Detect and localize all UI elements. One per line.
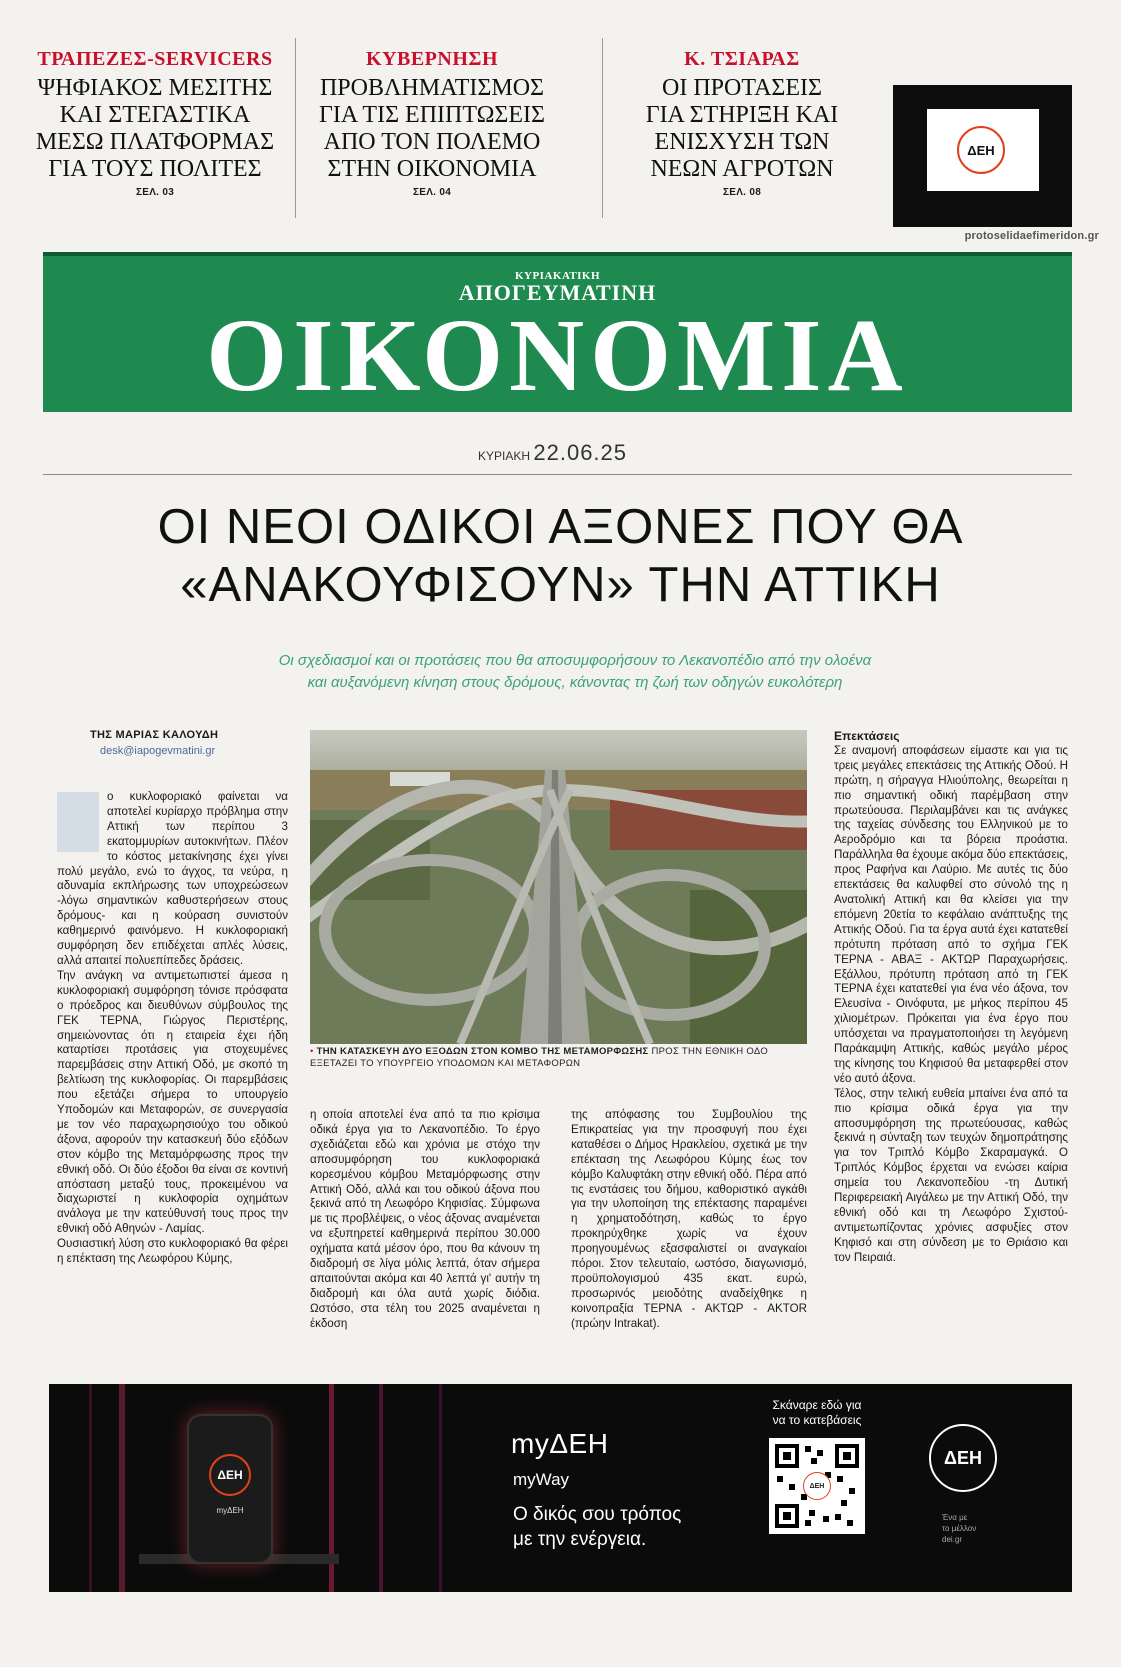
teaser-kicker: ΚΥΒΕΡΝΗΣΗ bbox=[365, 48, 499, 70]
highway-interchange-photo bbox=[310, 730, 807, 1044]
caption-bullet-icon: • bbox=[310, 1046, 314, 1057]
qr-code-icon[interactable] bbox=[769, 1438, 865, 1534]
teaser-kicker: ΤΡΑΠΕΖΕΣ-SERVICERS bbox=[37, 48, 273, 70]
divider bbox=[43, 474, 1072, 475]
paragraph: ο κυκλοφοριακό φαίνεται να αποτελεί κυρίαρχο πρόβλημα στην Αττική των περίπου 3 εκατομμυρίων αυτοκινήτων. Πλέον το κόστος μετακίνησης έχει γίνει πολύ μεγάλο, ενώ το άγχος, τα νεύρα, η αδυναμία εκπλήρωσης των υποχρεώσεων -λόγω σημαντικών καθυστερήσεων στους δρόμους- και η κούραση συνιστούν καθημερινό φαινόμενο. Η κυκλοφοριακή συμφόρηση δεν επιδέχεται απλές λύσεις, αλλά απαιτεί πολυεπίπεδες δράσεις. bbox=[57, 790, 288, 967]
dei-logo-icon: ΔΕΗ bbox=[957, 126, 1005, 174]
divider bbox=[602, 38, 603, 218]
caption-rest: ΠΡΟΣ ΤΗΝ ΕΘΝΙΚΗ ΟΔΟ ΕΞΕΤΑΖΕΙ ΤΟ ΥΠΟΥΡΓΕΙΟ ΥΠΟΔΟΜΩΝ ΚΑΙ ΜΕΤΑΦΟΡΩΝ bbox=[310, 1046, 769, 1069]
photo-caption bbox=[310, 1046, 807, 1070]
drop-cap-icon bbox=[57, 792, 99, 852]
teaser-page: ΣΕΛ. 03 bbox=[135, 187, 175, 198]
paragraph: η οποία αποτελεί ένα από τα πιο κρίσιμα οδικά έργα για το Λεκανοπέδιο. Το έργο σχεδιάζεται εδώ και χρόνια με στόχο την αποσυμφόρηση του κυκλοφοριακά κορεσμένου κόμβου Μεταμόρφωσης στην Αττική Οδό, αλλά και του οδικού άξονα που ξεκινά από τη Λεωφόρο Κηφισίας. Σύμφωνα με τις προβλέψεις, ο νέος άξονας αναμένεται να εξυπηρετεί καθημερινά περίπου 30.000 οχήματα κατά μέσον όρο, που θα κάνουν τη διαδρομή σε λίγα μόλις λεπτά, όταν σήμερα απαιτούνται ακόμα και 40 λεπτά γι' αυτήν τη διαδρομή και όλα αυτά χωρίς διόδια. Ωστόσο, στα τέλη του 2025 αναμένεται η έκδοση bbox=[310, 1108, 540, 1330]
date-day: ΚΥΡΙΑΚΗ bbox=[478, 449, 531, 463]
ad-subtitle: myWay bbox=[513, 1470, 570, 1489]
teaser-page: ΣΕΛ. 04 bbox=[412, 187, 452, 198]
divider bbox=[295, 38, 296, 218]
teaser-farmers[interactable] bbox=[622, 48, 862, 198]
mydei-advertisement[interactable] bbox=[49, 1384, 1072, 1592]
paragraph: Ουσιαστική λύση στο κυκλοφοριακό θα φέρει η επέκταση της Λεωφόρου Κύμης, bbox=[57, 1237, 288, 1266]
article-column-4 bbox=[834, 729, 1068, 1266]
dei-logo-icon: ΔΕΗ bbox=[803, 1472, 831, 1500]
site-credit: protoselidaefimeridon.gr bbox=[964, 230, 1099, 242]
article-column-1 bbox=[57, 790, 288, 1267]
dateline bbox=[478, 440, 627, 466]
author-email[interactable]: desk@iapogevmatini.gr bbox=[100, 745, 216, 757]
teaser-kicker: Κ. ΤΣΙΑΡΑΣ bbox=[684, 48, 800, 70]
masthead-small: ΚΥΡΙΑΚΑΤΙΚΗ bbox=[514, 270, 601, 282]
masthead-title: ΟΙΚΟΝΟΜΙΑ bbox=[206, 298, 909, 413]
teaser-headline: ΟΙ ΠΡΟΤΑΣΕΙΣ ΓΙΑ ΣΤΗΡΙΞΗ ΚΑΙ ΕΝΙΣΧΥΣΗ ΤΩΝ ΝΕΩΝ ΑΓΡΟΤΩΝ bbox=[645, 75, 839, 182]
paragraph: Σε αναμονή αποφάσεων είμαστε και για τις τρεις μεγάλες επεκτάσεις της Αττικής Οδού. Η πρώτη, η σήραγγα Ηλιούπολης, θεωρείται η πιο σημαντική οδική παρέμβαση στην πρωτεύουσα. Περιλαμβάνει και τις ανάγκες της ταχείας σύνδεσης του Ελληνικού με το Αεροδρόμιο και τα βόρεια προάστια. Παράλληλα θα έχουμε ακόμα δύο επεκτάσεις, προς Ραφήνα και Λαύριο. Με αυτές τις δύο επεκτάσεις θα καλυφθεί στο σύνολό της η Ανατολική Αττική και θα κλείσει για την επόμενη 20ετία το κεφάλαιο ανάπτυξης της Αττικής Οδού. Για τα έργα αυτά έχει κατατεθεί πρότυπη πρόταση από το σχήμα ΓΕΚ ΤΕΡΝΑ - ΑΒΑΞ - ΑΚΤΩΡ Παραχωρήσεις. Εξάλλου, πρότυπη πρόταση από τη ΓΕΚ ΤΕΡΝΑ έχει κατατεθεί για ένα νέο άξονα, τον Ελευσίνα - Οινόφυτα, με μήκος περίπου 45 χιλιομέτρων. Πρόκειται για ένα έργο που υπόσχεται να πραγματοποιήσει τη λεγόμενη Παράκαμψη Αττικής, καθώς μεγάλο μέρος της κίνησης του Κηφισού θα μεταφερθεί στον νέο αυτό άξονα. bbox=[834, 743, 1068, 1085]
teaser-headline: ΨΗΦΙΑΚΟΣ ΜΕΣΙΤΗΣ ΚΑΙ ΣΤΕΓΑΣΤΙΚΑ ΜΕΣΩ ΠΛΑΤΦΟΡΜΑΣ ΓΙΑ ΤΟΥΣ ΠΟΛΙΤΕΣ bbox=[35, 75, 275, 182]
teaser-government[interactable] bbox=[312, 48, 552, 198]
article-headline: ΟΙ ΝΕΟΙ ΟΔΙΚΟΙ ΑΞΟΝΕΣ ΠΟΥ ΘΑ «ΑΝΑΚΟΥΦΙΣΟΥΝ» ΤΗΝ ΑΤΤΙΚΗ bbox=[157, 500, 964, 612]
dei-promo-box[interactable] bbox=[893, 85, 1072, 227]
paragraph: Την ανάγκη να αντιμετωπιστεί άμεσα η κυκλοφοριακή συμφόρηση τόνισε πρόσφατα ο πρόεδρος και διευθύνων σύμβουλος της ΓΕΚ ΤΕΡΝΑ, Γιώργος Περιστέρης, σημειώνοντας ότι η εταιρεία έχει ήδη καταρτίσει προτάσεις για στοχευμένες παρεμβάσεις στην Αττική Οδό, με σκοπό τη βελτίωση της κυκλοφορίας. Οι παρεμβάσεις που εξετάζει σήμερα το υπουργείο Υποδομών και Μεταφορών, σε συνεργασία με τον νέο παραχωρησιούχο του οδικού άξονα, αφορούν την κατασκευή δύο εξόδων στον κόμβο της Μεταμόρφωσης προς την εθνική οδό. Οι δύο έξοδοι θα είναι σε κοντινή απόσταση μεταξύ τους, προκειμένου να διαχωριστεί η κυκλοφορία οχημάτων ανάλογα με την κατεύθυνσή τους προς την εθνική οδό Αθηνών - Λαμίας. bbox=[57, 968, 288, 1236]
teaser-headline: ΠΡΟΒΛΗΜΑΤΙΣΜΟΣ ΓΙΑ ΤΙΣ ΕΠΙΠΤΩΣΕΙΣ ΑΠΟ ΤΟΝ ΠΟΛΕΜΟ ΣΤΗΝ ΟΙΚΟΝΟΜΙΑ bbox=[318, 75, 546, 182]
teaser-page: ΣΕΛ. 08 bbox=[722, 187, 762, 198]
ad-scan-text: Σκάναρε εδώ για να το κατεβάσεις bbox=[772, 1398, 862, 1427]
masthead-sub: ΑΠΟΓΕΥΜΑΤΙΝΗ bbox=[458, 280, 657, 305]
paragraph: Τέλος, στην τελική ευθεία μπαίνει ένα από τα πιο κρίσιμα οδικά έργα για την αποσυμφόρηση της πρωτεύουσας, καθώς ξεκινά η σύνταξη των τευχών δημοπράτησης για τον Τριπλό Κόμβο Σκαραμαγκά. Ο Τριπλός Κόμβος έρχεται να ενώσει καίρια σημεία του Λεκανοπεδίου -τη Δυτική Περιφερειακή Αιγάλεω με την Αττική Οδό, την εθνική οδό και τη Λεωφόρο Σχιστού- αντιμετωπίζοντας χρόνιες ασφυξίες στον Κηφισό και στη σύνδεση με το Θριάσιο και τον Πειραιά. bbox=[834, 1086, 1068, 1264]
phone-label: myΔΕΗ bbox=[216, 1506, 244, 1515]
teaser-banks[interactable] bbox=[35, 48, 275, 198]
ad-tagline: Ο δικός σου τρόπος με την ενέργεια. bbox=[513, 1504, 682, 1550]
section-heading: Επεκτάσεις bbox=[834, 729, 900, 743]
article-subhead: Οι σχεδιασμοί και οι προτάσεις που θα αποσυμφορήσουν το Λεκανοπέδιο από την ολοένα και αυξανόμενη κίνηση στους δρόμους, κάνοντας τη ζωή των οδηγών ευκολότερη bbox=[278, 652, 872, 691]
masthead bbox=[43, 252, 1072, 412]
article-column-2 bbox=[310, 1108, 540, 1332]
dei-logo-icon: ΔΕΗ bbox=[209, 1454, 251, 1496]
phone-mockup bbox=[187, 1414, 273, 1564]
interchange-image bbox=[310, 730, 807, 1044]
caption-bold: ΤΗΝ ΚΑΤΑΣΚΕΥΗ ΔΥΟ ΕΞΟΔΩΝ ΣΤΟΝ ΚΟΜΒΟ ΤΗΣ ΜΕΤΑΜΟΡΦΩΣΗΣ bbox=[316, 1046, 649, 1057]
ad-slogan: Ένα με το μέλλον dei.gr bbox=[942, 1513, 977, 1544]
promo-inner bbox=[927, 109, 1039, 191]
paragraph: της απόφασης του Συμβουλίου της Επικρατείας για την προσφυγή που έχει καταθέσει ο Δήμος Ηρακλείου, σχετικά με την επέκταση της Λεωφόρου Κύμης έως τον κόμβο Καλυφτάκη στην εθνική οδό. Πέρα από τις ενστάσεις του δήμου, καθοριστικό αγκάθι για την υλοποίηση της επέκτασης παραμένει η χρηματοδότηση, καθώς το έργο προκηρύχθηκε χωρίς να έχουν προηγουμένως εξασφαλιστεί οι αναγκαίοι πόροι. Στον τελευταίο, ωστόσο, διαγωνισμό, προϋπολογισμού 435 εκατ. ευρώ, προσωρινός μειοδότης αναδείχθηκε η κοινοπραξία ΤΕΡΝΑ - ΑΚΤΩΡ - AKTOR (πρώην Intrakat). bbox=[571, 1108, 807, 1330]
dei-logo-icon: ΔΕΗ bbox=[929, 1424, 997, 1492]
byline: ΤΗΣ ΜΑΡΙΑΣ ΚΑΛΟΥΔΗ bbox=[90, 729, 219, 741]
article-column-3 bbox=[571, 1108, 807, 1332]
date-value: 22.06.25 bbox=[533, 440, 628, 465]
ad-title: myΔΕΗ bbox=[511, 1428, 609, 1459]
